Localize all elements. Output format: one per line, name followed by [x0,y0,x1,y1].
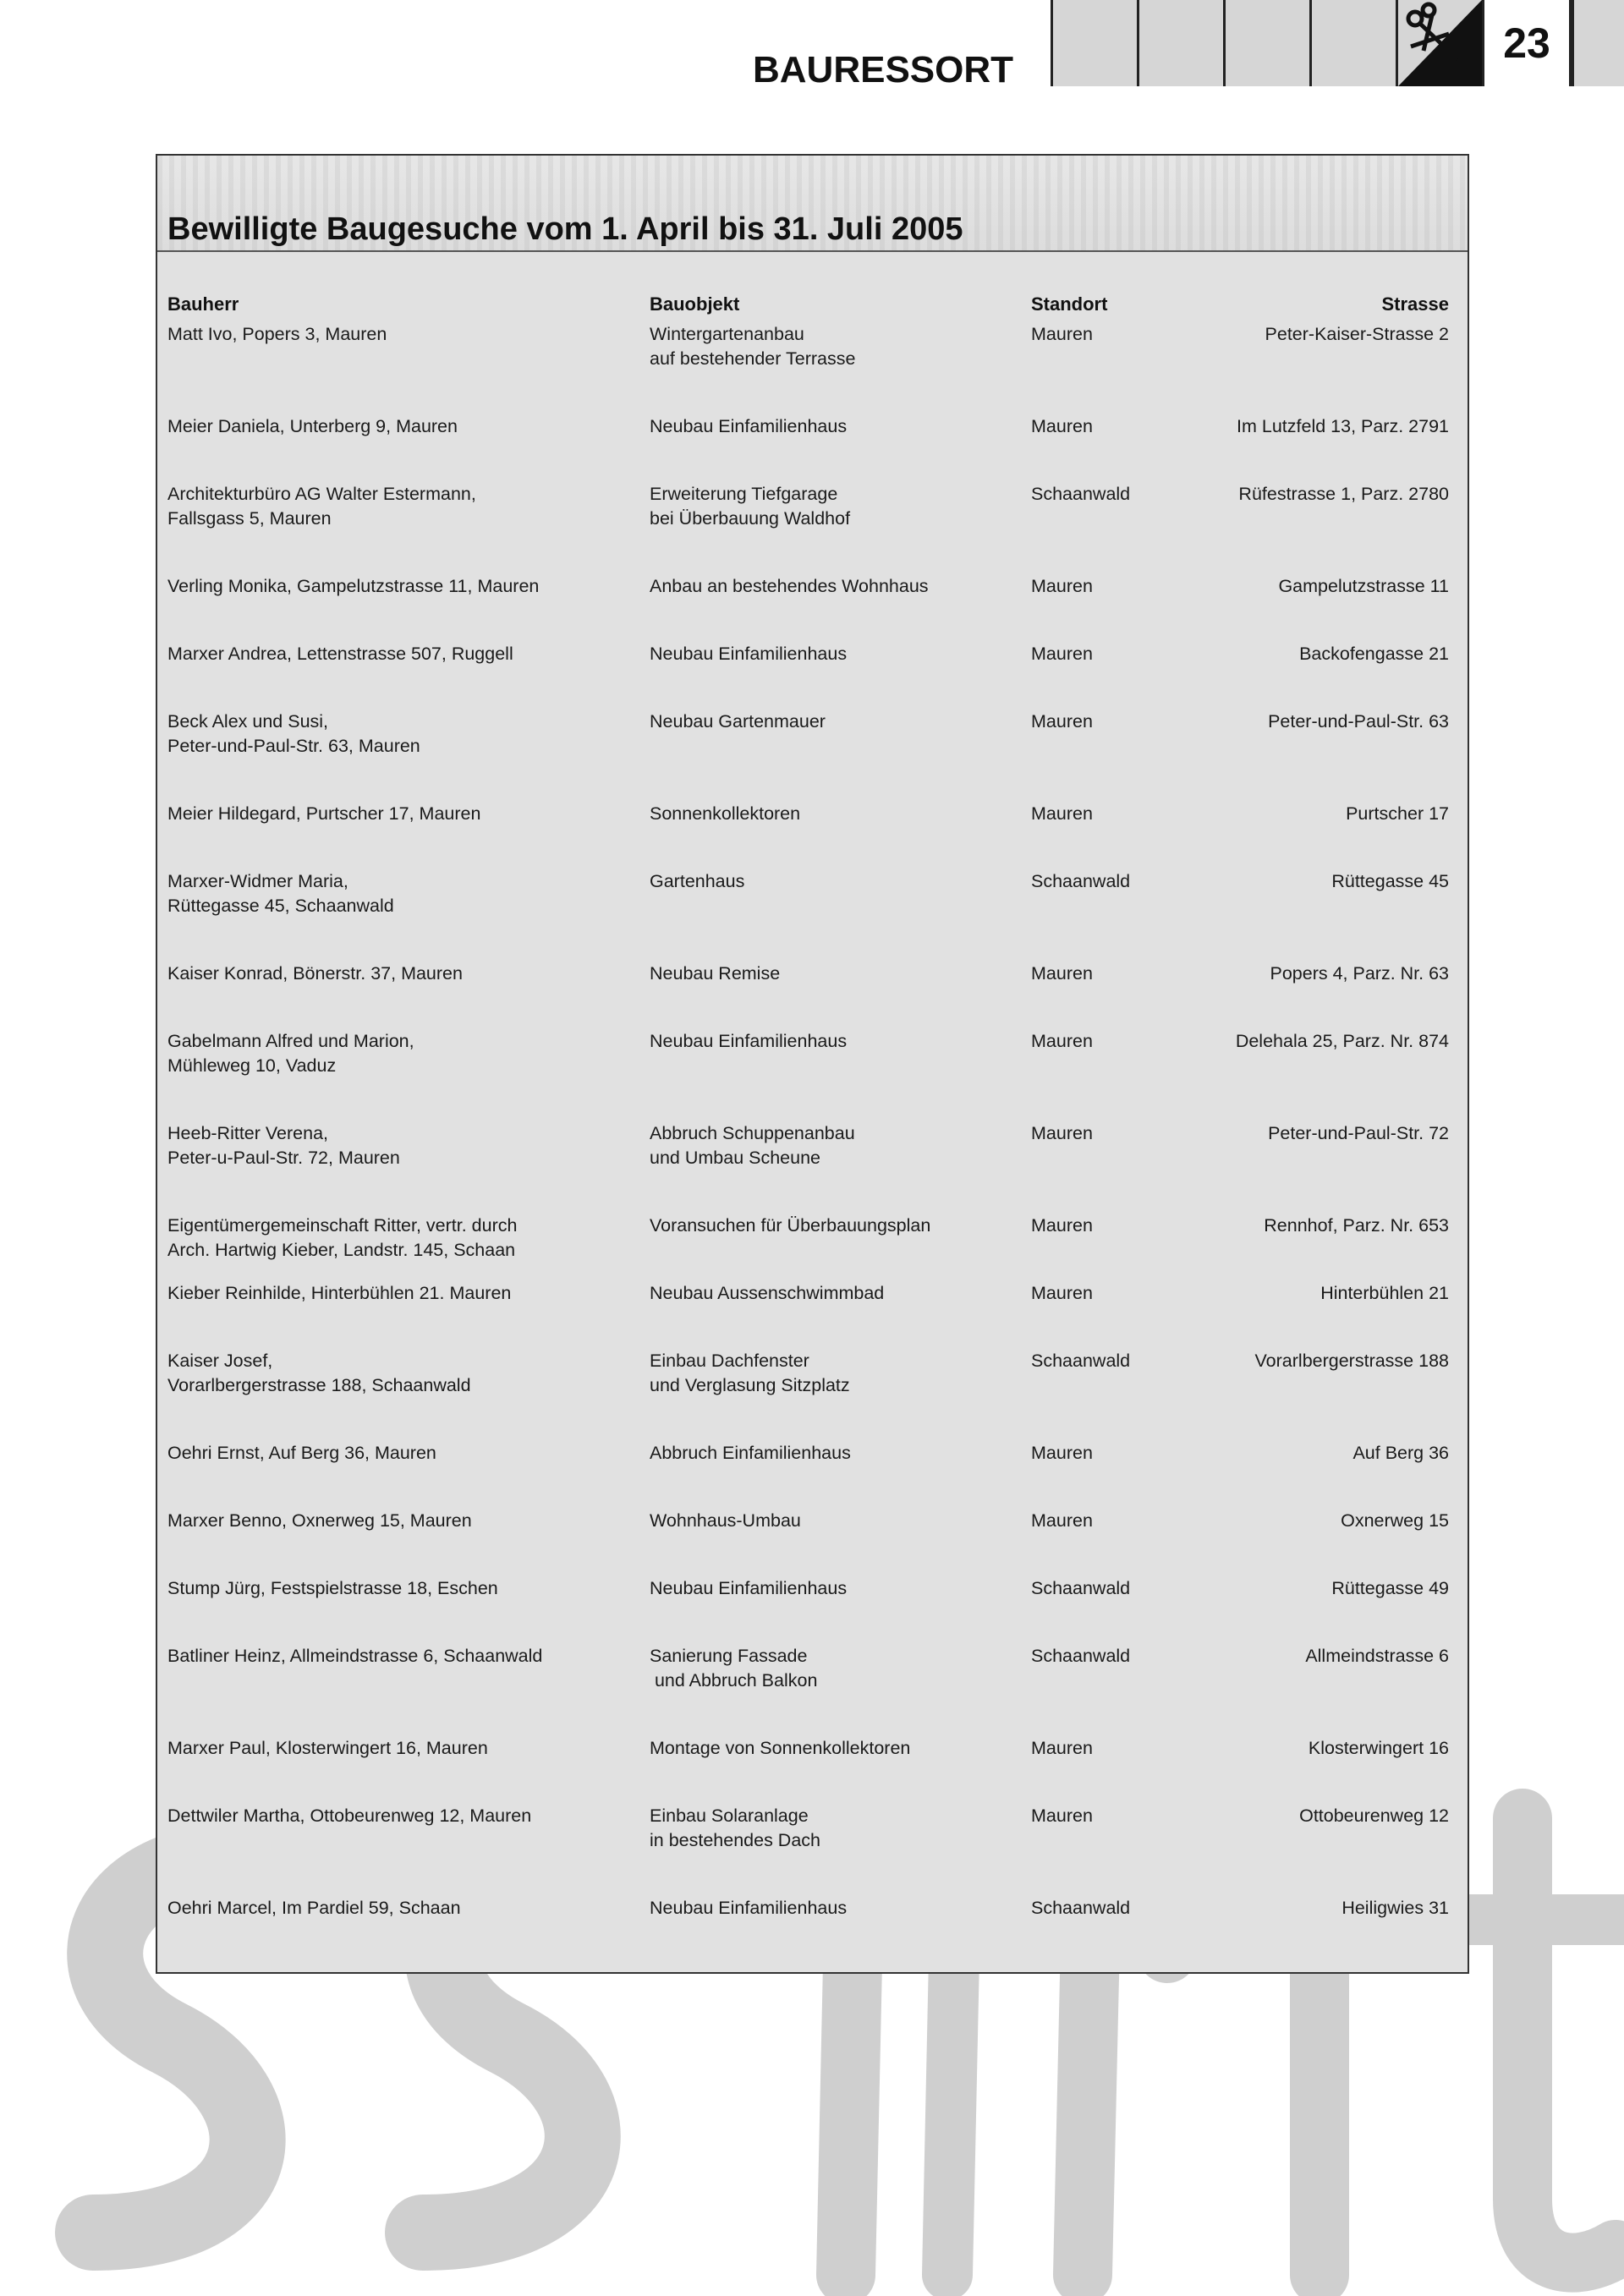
cell-line: Oehri Ernst, Auf Berg 36, Mauren [167,1443,436,1463]
cell-line: Fallsgass 5, Mauren [167,508,332,529]
cell-line: Einbau Solaranlage [650,1806,809,1826]
cell-line: Marxer-Widmer Maria, [167,871,348,891]
cell-line: Neubau Einfamilienhaus [650,644,848,664]
cell-bauobjekt [650,1281,1022,1306]
cell-standort: Mauren [1031,803,1093,824]
cell-standort: Mauren [1031,644,1093,664]
cell-bauherr [167,574,641,599]
cell-line: Rüttegasse 45, Schaanwald [167,896,394,916]
cell-strasse: Vorarlbergerstrasse 188 [1254,1351,1449,1371]
column-header-standort: Standort [1031,293,1108,315]
cell-standort: Mauren [1031,1738,1093,1758]
column-header-bauherr: Bauherr [167,293,239,315]
cell-bauherr [167,1509,641,1533]
cell-line: Wohnhaus-Umbau [650,1510,801,1531]
cell-standort: Schaanwald [1031,484,1131,504]
cell-bauobjekt [650,1804,1022,1853]
cell-line: Stump Jürg, Festspielstrasse 18, Eschen [167,1578,498,1598]
cell-line: Beck Alex und Susi, [167,711,329,732]
cell-strasse: Auf Berg 36 [1352,1443,1449,1463]
cell-bauherr [167,1029,641,1078]
cell-strasse: Peter-Kaiser-Strasse 2 [1265,324,1449,344]
cell-line: Eigentümergemeinschaft Ritter, vertr. durch [167,1215,518,1236]
cell-line: Arch. Hartwig Kieber, Landstr. 145, Schaan [167,1240,516,1260]
cell-bauherr [167,1281,641,1306]
header-cell [1309,0,1396,86]
cell-strasse: Backofengasse 21 [1299,644,1449,664]
cell-line: Anbau an bestehendes Wohnhaus [650,576,929,596]
cell-line: Batliner Heinz, Allmeindstrasse 6, Schaanwald [167,1646,543,1666]
cell-standort: Mauren [1031,1215,1093,1236]
cell-line: auf bestehender Terrasse [650,348,856,369]
cell-standort: Mauren [1031,324,1093,344]
header-cell [1572,0,1624,86]
table-title: Bewilligte Baugesuche vom 1. April bis 31. Juli 2005 [167,211,963,247]
cell-strasse: Heiligwies 31 [1341,1898,1449,1918]
cell-line: Oehri Marcel, Im Pardiel 59, Schaan [167,1898,461,1918]
cell-bauherr [167,1214,641,1263]
cell-bauobjekt [650,1029,1022,1054]
cell-strasse: Rüfestrasse 1, Parz. 2780 [1238,484,1449,504]
cell-standort: Schaanwald [1031,1898,1131,1918]
cell-line: Architekturbüro AG Walter Estermann, [167,484,476,504]
cell-line: Mühleweg 10, Vaduz [167,1055,337,1076]
cell-bauherr [167,642,641,666]
cell-bauobjekt [650,1736,1022,1761]
cell-line: Meier Daniela, Unterberg 9, Mauren [167,416,458,436]
cell-bauobjekt [650,642,1022,666]
cell-line: Verling Monika, Gampelutzstrasse 11, Mauren [167,576,540,596]
cell-strasse: Allmeindstrasse 6 [1305,1646,1449,1666]
cell-strasse: Rüttegasse 49 [1331,1578,1449,1598]
cell-bauobjekt [650,1896,1022,1921]
cell-bauobjekt [650,414,1022,439]
cell-line: und Verglasung Sitzplatz [650,1375,850,1395]
cell-line: Neubau Einfamilienhaus [650,416,848,436]
cell-strasse: Im Lutzfeld 13, Parz. 2791 [1237,416,1449,436]
cell-bauherr [167,1896,641,1921]
column-header-bauobjekt: Bauobjekt [650,293,740,315]
cell-bauobjekt [650,710,1022,734]
page-number: 23 [1482,0,1572,86]
cell-line: Gartenhaus [650,871,745,891]
cell-line: Neubau Einfamilienhaus [650,1898,848,1918]
cell-bauobjekt [650,574,1022,599]
cell-bauherr [167,1576,641,1601]
header-cell [1137,0,1223,86]
cell-line: Dettwiler Martha, Ottobeurenweg 12, Mauren [167,1806,532,1826]
cell-standort: Mauren [1031,963,1093,984]
cell-line: Einbau Dachfenster [650,1351,809,1371]
cell-strasse: Popers 4, Parz. Nr. 63 [1270,963,1449,984]
cell-line: Marxer Paul, Klosterwingert 16, Mauren [167,1738,488,1758]
cell-bauherr [167,1736,641,1761]
cell-strasse: Ottobeurenweg 12 [1299,1806,1449,1826]
cell-strasse: Purtscher 17 [1346,803,1449,824]
cell-line: Peter-und-Paul-Str. 63, Mauren [167,736,420,756]
cell-line: und Abbruch Balkon [650,1670,818,1690]
cell-bauobjekt [650,869,1022,894]
section-title: BAURESSORT [753,49,1014,90]
cell-bauobjekt [650,1214,1022,1238]
cell-line: Vorarlbergerstrasse 188, Schaanwald [167,1375,471,1395]
cell-bauherr [167,1644,641,1669]
cell-strasse: Rüttegasse 45 [1331,871,1449,891]
cell-bauherr [167,869,641,918]
cell-line: Neubau Aussenschwimmbad [650,1283,885,1303]
cell-bauherr [167,1349,641,1398]
cell-standort: Mauren [1031,1443,1093,1463]
cell-line: Peter-u-Paul-Str. 72, Mauren [167,1148,400,1168]
cell-line: Kaiser Konrad, Bönerstr. 37, Mauren [167,963,463,984]
cell-line: Montage von Sonnenkollektoren [650,1738,911,1758]
cell-bauobjekt [650,1576,1022,1601]
cell-bauherr [167,1441,641,1466]
cell-bauobjekt [650,322,1022,371]
cell-bauherr [167,414,641,439]
cell-bauherr [167,962,641,986]
cell-line: Erweiterung Tiefgarage [650,484,838,504]
cell-standort: Mauren [1031,576,1093,596]
cell-bauherr [167,710,641,759]
cell-bauherr [167,802,641,826]
header-decoration [1051,0,1624,86]
cell-standort: Schaanwald [1031,871,1131,891]
cell-bauobjekt [650,1441,1022,1466]
cell-strasse: Peter-und-Paul-Str. 63 [1268,711,1449,732]
cell-bauobjekt [650,962,1022,986]
cell-line: Neubau Einfamilienhaus [650,1578,848,1598]
cell-line: Wintergartenanbau [650,324,804,344]
cell-line: Sonnenkollektoren [650,803,801,824]
cell-line: und Umbau Scheune [650,1148,821,1168]
cell-standort: Mauren [1031,1283,1093,1303]
cell-standort: Mauren [1031,1806,1093,1826]
permits-table [156,154,1469,1974]
cell-strasse: Gampelutzstrasse 11 [1278,576,1449,596]
cell-bauobjekt [650,802,1022,826]
cell-bauherr [167,1121,641,1170]
cell-bauherr [167,482,641,531]
cell-line: Heeb-Ritter Verena, [167,1123,329,1143]
cell-bauherr [167,1804,641,1828]
cell-standort: Schaanwald [1031,1646,1131,1666]
cell-bauobjekt [650,482,1022,531]
cell-standort: Schaanwald [1031,1351,1131,1371]
header-cell [1051,0,1137,86]
cell-line: Marxer Andrea, Lettenstrasse 507, Ruggell [167,644,513,664]
cell-strasse: Hinterbühlen 21 [1320,1283,1449,1303]
cell-line: Abbruch Schuppenanbau [650,1123,855,1143]
column-header-strasse: Strasse [1381,293,1449,315]
cell-line: bei Überbauung Waldhof [650,508,851,529]
cell-line: Neubau Einfamilienhaus [650,1031,848,1051]
cell-bauobjekt [650,1509,1022,1533]
cell-line: Gabelmann Alfred und Marion, [167,1031,414,1051]
cell-strasse: Klosterwingert 16 [1308,1738,1449,1758]
cell-strasse: Peter-und-Paul-Str. 72 [1268,1123,1449,1143]
cell-strasse: Delehala 25, Parz. Nr. 874 [1235,1031,1449,1051]
scissors-pen-logo-icon [1398,0,1482,86]
cell-standort: Mauren [1031,1510,1093,1531]
cell-line: Marxer Benno, Oxnerweg 15, Mauren [167,1510,472,1531]
cell-bauobjekt [650,1644,1022,1693]
table-header-band [157,156,1468,252]
header-cell [1223,0,1309,86]
cell-standort: Mauren [1031,711,1093,732]
cell-line: Kaiser Josef, [167,1351,273,1371]
cell-line: Matt Ivo, Popers 3, Mauren [167,324,387,344]
cell-line: Meier Hildegard, Purtscher 17, Mauren [167,803,481,824]
cell-strasse: Oxnerweg 15 [1341,1510,1449,1531]
cell-line: in bestehendes Dach [650,1830,821,1850]
cell-line: Abbruch Einfamilienhaus [650,1443,851,1463]
cell-standort: Mauren [1031,1031,1093,1051]
cell-bauobjekt [650,1121,1022,1170]
cell-bauherr [167,322,641,347]
cell-line: Neubau Gartenmauer [650,711,826,732]
cell-strasse: Rennhof, Parz. Nr. 653 [1264,1215,1449,1236]
cell-line: Sanierung Fassade [650,1646,808,1666]
cell-standort: Mauren [1031,1123,1093,1143]
cell-line: Neubau Remise [650,963,781,984]
cell-bauobjekt [650,1349,1022,1398]
cell-line: Voransuchen für Überbauungsplan [650,1215,931,1236]
cell-standort: Schaanwald [1031,1578,1131,1598]
cell-line: Kieber Reinhilde, Hinterbühlen 21. Mauren [167,1283,512,1303]
cell-standort: Mauren [1031,416,1093,436]
section-logo [1396,0,1482,86]
